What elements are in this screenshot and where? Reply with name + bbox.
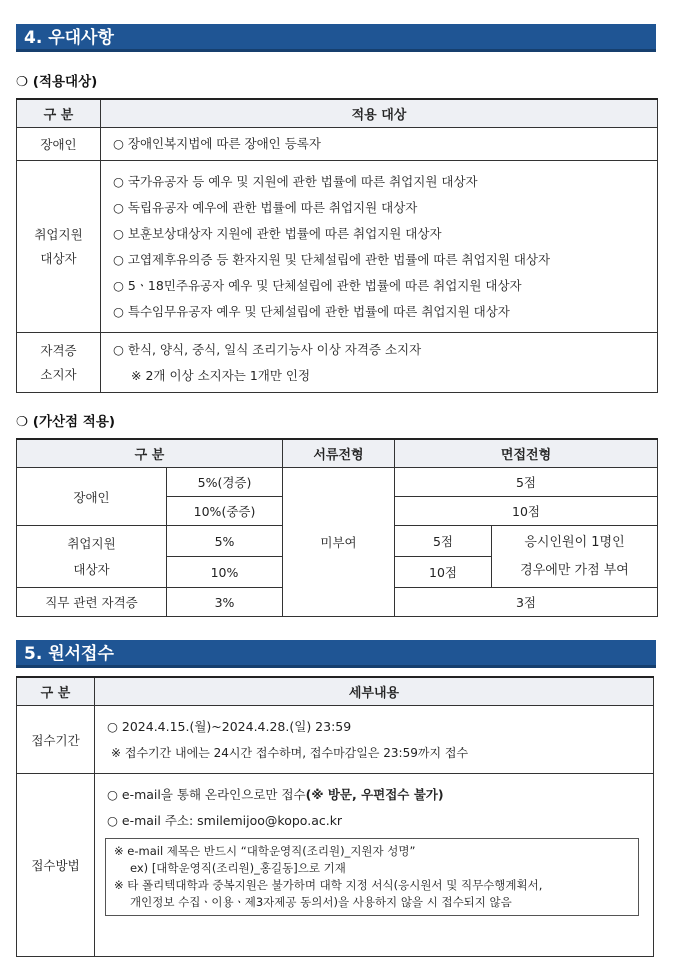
- bonus-label-disabled: 장애인: [17, 468, 167, 526]
- list-item: ○ 한식, 양식, 중식, 일식 조리기능사 이상 자격증 소지자: [113, 341, 422, 357]
- section5-title: 5. 원서접수: [16, 640, 656, 668]
- bonus-disabled-severe-points: 10점: [395, 497, 658, 526]
- app-header-category: 구 분: [17, 677, 95, 706]
- note-line: 개인정보 수집ㆍ이용ㆍ제3자제공 동의서)을 사용하지 않을 시 접수되지 않음: [130, 895, 512, 909]
- note-line: ※ 타 폴리텍대학과 중복지원은 불가하며 대학 지정 서식(응시원서 및 직무수행계획서,: [114, 878, 543, 892]
- list-item-note: ※ 2개 이상 소지자는 1개만 인정: [131, 367, 311, 383]
- col-header-category: 구 분: [17, 99, 101, 128]
- bonus-disabled-mild: 5%(경증): [167, 468, 283, 497]
- bonus-table: [16, 438, 658, 617]
- col-header-target: 적용 대상: [101, 99, 658, 128]
- bonus-header-category: 구 분: [17, 439, 283, 468]
- note-line: ※ e-mail 제목은 반드시 “대학운영직(조리원)_지원자 성명”: [114, 844, 416, 858]
- list-item: ○ 독립유공자 예우에 관한 법률에 따른 취업지원 대상자: [113, 199, 418, 215]
- bonus-employment-10-points: 10점: [395, 557, 492, 588]
- bonus-employment-note: 응시인원이 1명인 경우에만 가점 부여: [492, 526, 658, 588]
- list-item: ○ 국가유공자 등 예우 및 지원에 관한 법률에 따른 취업지원 대상자: [113, 173, 478, 189]
- app-header-detail: 세부내용: [95, 677, 654, 706]
- bonus-certificate-value: 3%: [167, 588, 283, 617]
- row-label-employment: 취업지원 대상자: [17, 161, 101, 333]
- applicable-table: [16, 98, 658, 393]
- bonus-employment-10: 10%: [167, 557, 283, 588]
- applicable-heading: ❍ (적용대상): [16, 74, 98, 90]
- bonus-disabled-severe: 10%(중증): [167, 497, 283, 526]
- bonus-document-value: 미부여: [283, 468, 395, 617]
- bonus-employment-5-points: 5점: [395, 526, 492, 557]
- bonus-disabled-mild-points: 5점: [395, 468, 658, 497]
- bonus-heading: ❍ (가산점 적용): [16, 414, 116, 430]
- bonus-certificate-points: 3점: [395, 588, 658, 617]
- list-item: ○ 보훈보상대상자 지원에 관한 법률에 따른 취업지원 대상자: [113, 225, 442, 241]
- bonus-label-employment: 취업지원 대상자: [17, 526, 167, 588]
- bonus-employment-5: 5%: [167, 526, 283, 557]
- list-item: ○ 고엽제후유의증 등 환자지원 및 단체설립에 관한 법률에 따른 취업지원 대상자: [113, 251, 551, 267]
- app-method-line1: ○ e-mail을 통해 온라인으로만 접수(※ 방문, 우편접수 불가): [107, 787, 444, 802]
- app-label-method: 접수방법: [17, 774, 95, 957]
- row-label-disabled: 장애인: [17, 128, 101, 161]
- bonus-header-document: 서류전형: [283, 439, 395, 468]
- app-method-email: ○ e-mail 주소: smilemijoo@kopo.ac.kr: [107, 813, 343, 828]
- list-item: ○ 특수임무유공자 예우 및 단체설립에 관한 법률에 따른 취업지원 대상자: [113, 303, 510, 319]
- bonus-header-interview: 면접전형: [395, 439, 658, 468]
- section4-title: 4. 우대사항: [16, 24, 656, 52]
- row-label-certificate: 자격증 소지자: [17, 333, 101, 393]
- application-table: [16, 676, 654, 957]
- app-period-note: ※ 접수기간 내에는 24시간 접수하며, 접수마감일은 23:59까지 접수: [111, 745, 469, 760]
- list-item: ○ 5ㆍ18민주유공자 예우 및 단체설립에 관한 법률에 따른 취업지원 대상자: [113, 277, 522, 293]
- app-label-period: 접수기간: [17, 706, 95, 774]
- app-method-note-box: [105, 838, 639, 916]
- list-item: ○ 장애인복지법에 따른 장애인 등록자: [113, 136, 321, 151]
- note-line: ex) [대학운영직(조리원)_홍길동]으로 기재: [130, 861, 346, 875]
- bonus-label-certificate: 직무 관련 자격증: [17, 588, 167, 617]
- app-period-dates: ○ 2024.4.15.(월)~2024.4.28.(일) 23:59: [107, 718, 352, 734]
